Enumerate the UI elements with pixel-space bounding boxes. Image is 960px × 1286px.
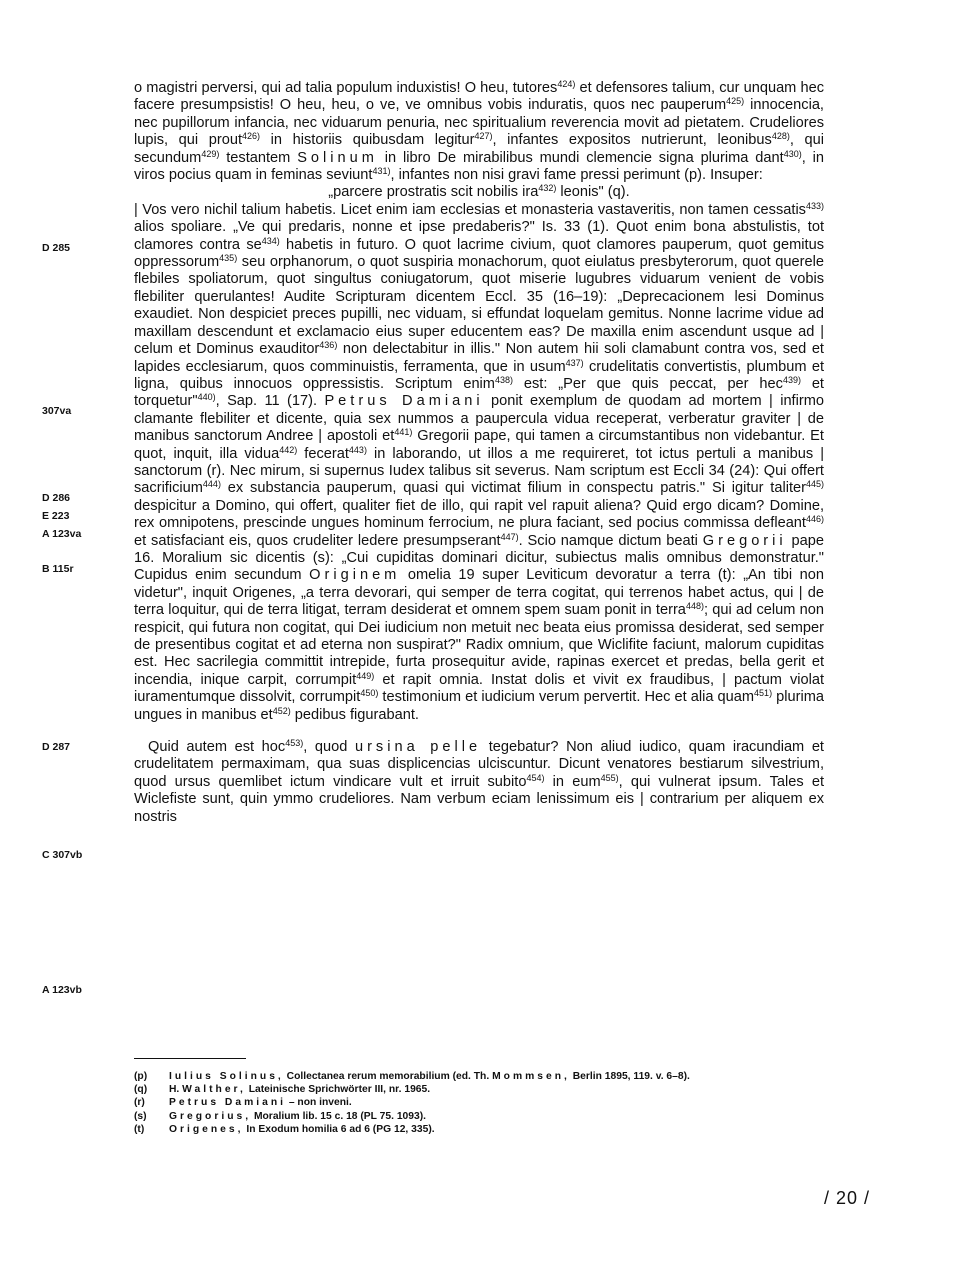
footnote-ref: 447) [500, 531, 519, 542]
footnote-ref: 426) [242, 131, 261, 142]
footnote-ref: 449) [356, 670, 375, 681]
text-run: pedibus figurabant. [290, 706, 419, 723]
paragraph [134, 202, 824, 724]
footnote [134, 1110, 824, 1123]
text-run: crudelitatis convertistis, plumbum et ligna, quibus innocuos oppressistis. Scriptum enim [134, 358, 825, 392]
text-run: , infantes expositos nutrierunt, leonibus [492, 132, 772, 149]
text-run: et satisfaciant eis, quos crudeliter ledere presumpserant [134, 532, 501, 549]
text-run: Berlin 1895, 119. v. 6–8). [569, 1071, 690, 1082]
text-run: | Vos vero nichil talium habetis. Licet enim iam ecclesias et monasteria vastaveritis, non tamen cessatis [134, 201, 806, 218]
text-run: Quid autem est hoc [148, 739, 286, 756]
text-run: , qui secundum [134, 132, 824, 166]
text-run: , qui vulnerat ipsum. Tales et Wiclefiste sunt, quin ymmo crudeliores. Nam verbum eciam lenissimum eis | contrarium per aliquem ex nostris [134, 773, 824, 825]
footnote [134, 1123, 824, 1136]
text-run: In Exodum homilia 6 ad 6 (PG 12, 335). [243, 1123, 435, 1135]
footnote-ref: 442) [279, 444, 298, 455]
text-run: pape 16. Moralium sic dicentis (s): „Cui cupiditas dominari dicitur, subiectus malis omnibus demonstratur." Cupidus enim secundum [134, 532, 824, 584]
footnote-ref: 454) [526, 772, 545, 783]
text-run: tegebatur? Non aliud iudico, quam iracundiam et crudelitatem permaximam, qua suas displicencias ulciscuntur. Dicunt venatores bestiarum silvestrium, quod ursus quemlibet ictum vindicare vult et irruit subito [134, 739, 824, 790]
text-run: Collectanea rerum memorabilium (ed. Th. [283, 1071, 493, 1082]
footnote-key: (s) [134, 1110, 147, 1122]
footnote-ref: 444) [202, 479, 221, 490]
footnote-ref: 436) [319, 340, 338, 351]
footnote-ref: 428) [771, 131, 790, 142]
margin-ref: 307va [42, 405, 72, 417]
text-run: plurima ungues in manibus et [134, 689, 824, 723]
footnote-ref: 455) [600, 772, 619, 783]
text-run: habetis in futuro. O quot lacrime civium, quot clamores pauperum, quot gemitus oppressorum [134, 236, 824, 271]
footnote-text [169, 1123, 824, 1136]
text-run: testimonium et iudicium verum pervertit. Hec et alia quam [378, 689, 755, 706]
footnote-ref: 425) [726, 96, 745, 107]
footnote-author: Mommsen, [492, 1071, 570, 1082]
footnote [134, 1096, 824, 1109]
text-run: , Sap. 11 (17). [215, 393, 325, 410]
footnote-ref: 452) [272, 705, 291, 716]
text-run: in historiis quibusdam legitur [260, 132, 475, 149]
footnote-ref: 448) [685, 601, 704, 612]
footnote-key: (q) [134, 1084, 148, 1096]
author-name: Originem [309, 567, 401, 584]
footnote-ref: 441) [394, 427, 413, 438]
emphasis-text: ursina pelle [354, 739, 482, 756]
footnote-ref: 435) [219, 253, 238, 264]
margin-ref: D 286 [42, 492, 71, 504]
footnote [134, 1070, 824, 1083]
text-run: omelia 19 super Leviticum devoratur a terra (t): „An tibi non videtur", inquit Origenes, „a terra devorari, qui semper de terra cogitat, qui terrenos habet actus, qui | de terra loquitur, qui de terra litigat, terram desiderat et omnem spem suam ponit in terra [134, 567, 824, 619]
margin-ref: B 115r [42, 563, 74, 575]
footnote-ref: 453) [285, 738, 304, 749]
footnote-text [169, 1110, 824, 1123]
author-name: Petrus Damiani [324, 393, 484, 410]
footnote-ref: 451) [754, 688, 773, 699]
text-run: Gregorii pape, qui tamen a circumstantibus non videbantur. Et quot, inquit, illa vidua [134, 428, 824, 462]
text-run: despicitur a Domino, qui offert, qualiter fiet de illo, qui rapit vel rapuit aliena? Quid ergo dicam? Domine, rex omnipotens, prescinde ungues hominum ferrocium, ne plura faciant, sed pocius commissa defleant [134, 497, 824, 532]
footnote [134, 1083, 824, 1096]
page-number: / 20 / [824, 1188, 871, 1208]
text-run: , infantes non nisi gravi fame pressi perimunt (p). Insuper: [390, 167, 763, 184]
text-run: in libro De mirabilibus mundi clemencie signa plurima dant [377, 149, 784, 166]
footnote-ref: 443) [348, 444, 367, 455]
text-run: in laborando, ut illos a me requireret, tot ictus pertuli a manibus | sanctorum (r). Nec mirum, si supernus Iudex talibus sit severus. Nam scriptum est Eccli 34 (24): Qui offert sacrificium [134, 445, 825, 497]
footnote-ref: 440) [197, 392, 216, 403]
text-run: est: „Per que quis peccat, per hec [512, 375, 783, 392]
footnote-ref: 432) [538, 183, 557, 194]
footnote-ref: 427) [474, 131, 493, 142]
footnote-divider [134, 1058, 246, 1059]
footnote-text [169, 1070, 824, 1083]
footnote-key: (r) [134, 1097, 145, 1109]
text-run: et rapit omnia. Instat dolis et vivit ex fraudibus, | pactum violat iuramentumque dissolvit, corrumpit [134, 671, 825, 706]
footnote-ref: 446) [805, 514, 824, 525]
text-run: , quod [303, 739, 355, 756]
footnote-text [169, 1083, 824, 1096]
text-run: non delectabitur in illis." Non autem hii soli clamabunt contra vos, sed et lapides ecclesiarum, quos comminuistis, ferramenta, que in usum [134, 341, 824, 375]
text-run: et defensores talium, cur unquam hec facere presumpsistis! O heu, heu, o ve, ve omnibus vobis induratis, quos nec pauperum [134, 80, 824, 114]
footnote-author: Origenes, [169, 1123, 244, 1135]
text-run: „parcere prostratis scit nobilis ira [328, 184, 539, 201]
margin-ref: D 285 [42, 242, 71, 254]
footnote-ref: 424) [557, 79, 576, 89]
text-run: Moralium lib. 15 c. 18 (PL 75. 1093). [251, 1110, 427, 1122]
main-text [134, 80, 824, 826]
text-run: fecerat [297, 445, 349, 462]
footnote-text [169, 1096, 824, 1109]
author-name: Gregorii [702, 532, 787, 549]
text-run: seu orphanorum, o quot suspiria monachorum, quot eiulatus presbyterorum, quot querele flebiles spoliatorum, quot singultus coniugatorum, quot miserie lugubres viduarum venient de vobis flebiliter querulantes! Audite Scripturam dicentem Eccl. 35 (16–19): „Deprecacionem lesi Dominus exaudiet. Non despiciet preces pupilli, nec viduam, si effundat loquelam gemitus. Nonne lacrime vidue ad maxillam descendunt et exclamacio eius super educentem eas? De maxilla enim ascendunt usque ad | celum et Dominus exauditor [134, 254, 824, 358]
footnote-ref: 445) [805, 479, 824, 490]
text-run: leonis" (q). [556, 184, 630, 201]
text-run: ; qui ad celum non respicit, qui futura non cogitat, qui Dei iudicium non metuit nec beata eius promissa desiderat, sed semper de presentibus cogitat et ad eterna non suspirat?" Radix omnium, que Wiclifite faciunt, malorum cupiditas est. Hec sacrilegia committit intrepide, furta prosequitur avide, rapinas exercet et predas, bella gerit et incendia, inique carpit, corrumpit [134, 602, 825, 688]
footnote-key: (p) [134, 1071, 148, 1082]
footnote-key: (t) [134, 1123, 145, 1135]
footnote-ref: 433) [805, 200, 824, 211]
margin-ref: D 287 [42, 741, 71, 753]
text-run: innocencia, nec pupillorum infancia, nec viduarum penuria, nec spiritualium reverencia movit ad pietatem. Crudeliores lupis, qui prout [134, 97, 824, 149]
margin-ref: E 223 [42, 510, 70, 522]
footnote-author: Petrus Damiani [169, 1097, 286, 1109]
text-run: , in viros pocius quam in feminas seviunt [134, 149, 825, 184]
text-run: et torquetur" [134, 375, 824, 410]
footnote-ref: 438) [494, 374, 513, 385]
footnote-ref: 431) [372, 166, 391, 177]
footnote-author: Gregorius, [169, 1110, 252, 1122]
text-run: . Scio namque dictum beati [518, 532, 703, 549]
footnote-ref: 450) [360, 688, 379, 699]
text-run: o magistri perversi, qui ad talia populum induxistis! O heu, tutores [134, 80, 558, 96]
text-run: ponit exemplum de quodam ad mortem | infirmo clamante flebiliter et dicente, quia sex nummos a paupercula vidua receperat, verberatur graviter | de manibus sanctorum Andree | apostoli et [134, 393, 824, 445]
text-run: H. [169, 1084, 183, 1096]
text-run: – non inveni. [285, 1097, 352, 1109]
text-run: alios spoliare. „Ve qui predaris, nonne et ipse predaberis?" Is. 33 (1). Quot enim bona abstulistis, tot clamores contra se [134, 219, 824, 253]
margin-ref: C 307vb [42, 849, 83, 861]
footnotes [134, 1070, 824, 1136]
margin-ref: A 123vb [42, 984, 82, 996]
paragraph [134, 80, 824, 184]
margin-ref: A 123va [42, 528, 82, 540]
text-run: testantem [219, 149, 298, 166]
footnote-ref: 429) [201, 148, 220, 159]
text-run: ex substancia pauperum, quasi qui victimat filium in conspectu patris." Si igitur taliter [220, 480, 806, 497]
footnote-ref: 439) [782, 374, 801, 385]
author-name: Solinum [297, 149, 378, 166]
footnote-ref: 430) [783, 148, 802, 159]
verse-quote [134, 184, 824, 201]
text-run: in eum [544, 773, 601, 790]
footnote-ref: 437) [565, 357, 584, 368]
paragraph [134, 739, 824, 826]
footnote-author: Walther, [182, 1084, 246, 1096]
footnote-ref: 434) [261, 235, 280, 246]
footnote-author: Iulius Solinus, [169, 1071, 284, 1082]
text-run: Lateinische Sprichwörter III, nr. 1965. [245, 1084, 431, 1096]
